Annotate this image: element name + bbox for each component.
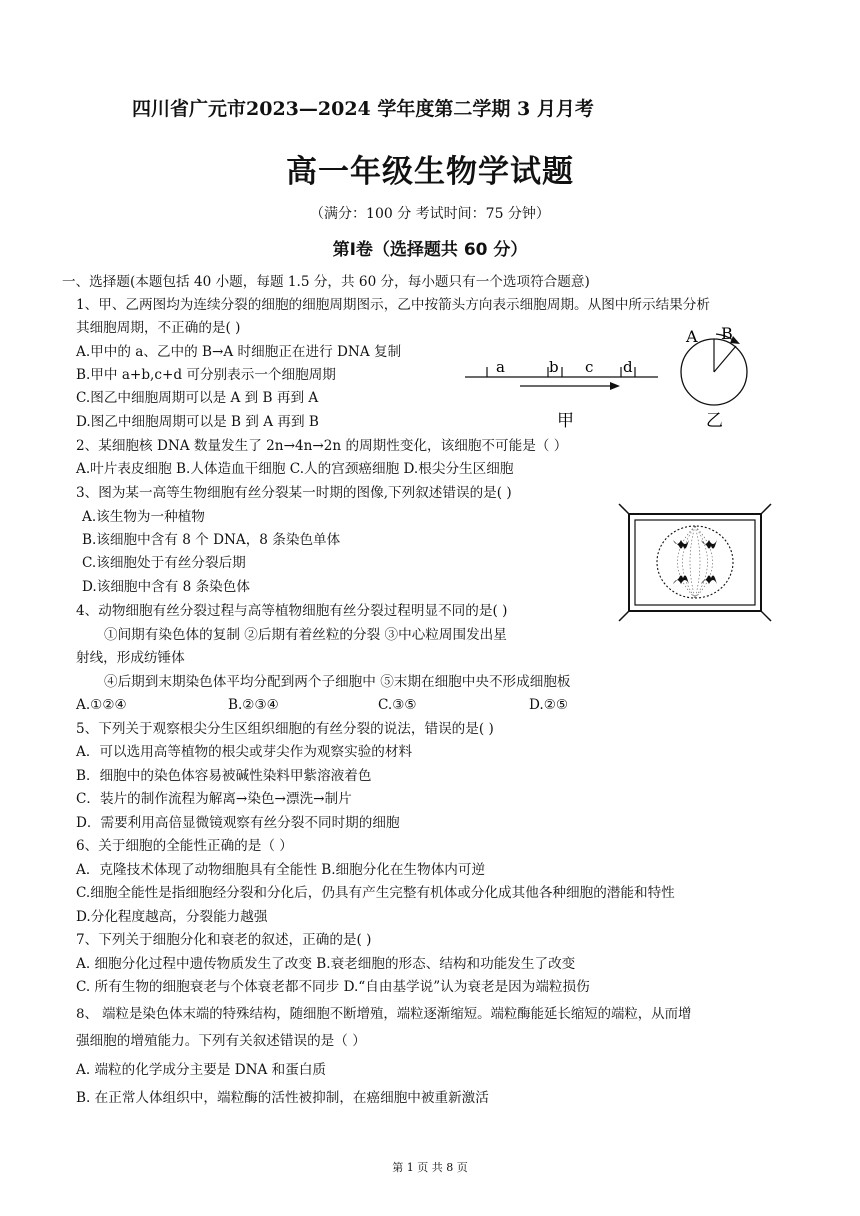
- q4-option-b: B.②③④: [228, 697, 279, 713]
- yi-label-a: A: [686, 327, 698, 346]
- q7-option-ab: A. 细胞分化过程中遗传物质发生了改变 B.衰老细胞的形态、结构和功能发生了改变: [76, 956, 576, 972]
- q1-option-b: B.甲中 a+b,c+d 可分别表示一个细胞周期: [76, 367, 336, 383]
- q5-option-c: C．装片的制作流程为解离→染色→漂洗→制片: [76, 791, 352, 807]
- yi-label-b: B: [721, 324, 733, 343]
- q3-stem: 3、图为某一高等生物细胞有丝分裂某一时期的图像,下列叙述错误的是( ): [76, 485, 512, 501]
- q1-stem-line1: 1、甲、乙两图均为连续分裂的细胞的细胞周期图示，乙中按箭头方向表示细胞周期。从图中所示结果分析: [76, 297, 710, 313]
- q7-stem: 7、下列关于细胞分化和衰老的叙述，正确的是( ): [76, 932, 372, 948]
- q6-stem: 6、关于细胞的全能性正确的是（ ）: [76, 838, 293, 854]
- page-footer: 第 1 页 共 8 页: [392, 1161, 468, 1174]
- figure-jia: [460, 350, 665, 435]
- q5-option-b: B．细胞中的染色体容易被碱性染料甲紫溶液着色: [76, 768, 372, 784]
- q4-stem: 4、动物细胞有丝分裂过程与高等植物细胞有丝分裂过程明显不同的是( ): [76, 603, 508, 619]
- q2-options: A.叶片表皮细胞 B.人体造血干细胞 C.人的宫颈癌细胞 D.根尖分生区细胞: [76, 461, 514, 477]
- q5-option-a: A．可以选用高等植物的根尖或芽尖作为观察实验的材料: [76, 744, 413, 760]
- q1-option-d: D.图乙中细胞周期可以是 B 到 A 再到 B: [76, 414, 319, 430]
- exam-subtitle: （满分：100 分 考试时间：75 分钟）: [310, 206, 550, 222]
- q8-option-b: B. 在正常人体组织中，端粒酶的活性被抑制，在癌细胞中被重新激活: [76, 1090, 489, 1106]
- q3-option-b: B.该细胞中含有 8 个 DNA，8 条染色单体: [82, 532, 341, 548]
- q8-stem-line1: 8、 端粒是染色体末端的特殊结构，随细胞不断增殖，端粒逐渐缩短。端粒酶能延长缩短的端粒，从而增: [76, 1007, 692, 1022]
- q4-item-line1: ①间期有染色体的复制 ②后期有着丝粒的分裂 ③中心粒周围发出星: [104, 627, 507, 643]
- exam-header: 四川省广元市2023—2024 学年度第二学期 3 月月考: [132, 98, 594, 120]
- yi-caption: 乙: [706, 411, 723, 431]
- section-heading: 一、选择题(本题包括 40 小题，每题 1.5 分，共 60 分，每小题只有一个选项符合题意): [62, 274, 590, 290]
- plant-cell-figure: [615, 500, 775, 625]
- q2-stem: 2、某细胞核 DNA 数量发生了 2n→4n→2n 的周期性变化，该细胞不可能是（ ）: [76, 438, 568, 454]
- q1-option-c: C.图乙中细胞周期可以是 A 到 B 再到 A: [76, 390, 319, 406]
- q3-option-d: D.该细胞中含有 8 条染色体: [82, 579, 250, 595]
- q5-stem: 5、下列关于观察根尖分生区组织细胞的有丝分裂的说法，错误的是( ): [76, 721, 494, 737]
- q8-option-a: A. 端粒的化学成分主要是 DNA 和蛋白质: [76, 1062, 327, 1078]
- q3-option-c: C.该细胞处于有丝分裂后期: [82, 555, 246, 571]
- q1-stem-line2: 其细胞周期，不正确的是( ): [76, 320, 241, 336]
- q6-option-d: D.分化程度越高，分裂能力越强: [76, 909, 268, 925]
- q8-stem-line2: 强细胞的增殖能力。下列有关叙述错误的是（ ）: [76, 1033, 366, 1049]
- q6-option-ab: A．克隆技术体现了动物细胞具有全能性 B.细胞分化在生物体内可逆: [76, 862, 486, 878]
- jia-label-d: d: [623, 358, 633, 376]
- part-heading: 第Ⅰ卷（选择题共 60 分）: [332, 240, 528, 260]
- jia-label-c: c: [585, 358, 594, 376]
- q6-option-c: C.细胞全能性是指细胞经分裂和分化后，仍具有产生完整有机体或分化成其他各种细胞的潜能和特性: [76, 885, 675, 901]
- q3-option-a: A.该生物为一种植物: [82, 509, 205, 525]
- page-title: 高一年级生物学试题: [286, 154, 574, 190]
- jia-label-a: a: [496, 358, 505, 376]
- figure-yi: [676, 322, 766, 432]
- q4-item-line2: 射线，形成纺锤体: [76, 650, 185, 666]
- q4-option-a: A.①②④: [76, 697, 127, 713]
- q4-option-c: C.③⑤: [378, 697, 417, 713]
- q4-item-line3: ④后期到末期染色体平均分配到两个子细胞中 ⑤末期在细胞中央不形成细胞板: [104, 674, 571, 690]
- q7-option-cd: C. 所有生物的细胞衰老与个体衰老都不同步 D.“自由基学说”认为衰老是因为端粒损伤: [76, 979, 590, 995]
- jia-label-b: b: [549, 358, 559, 376]
- jia-caption: 甲: [557, 411, 574, 431]
- q5-option-d: D．需要利用高倍显微镜观察有丝分裂不同时期的细胞: [76, 815, 400, 831]
- q1-option-a: A.甲中的 a、乙中的 B→A 时细胞正在进行 DNA 复制: [76, 344, 402, 360]
- q4-option-d: D.②⑤: [529, 697, 569, 713]
